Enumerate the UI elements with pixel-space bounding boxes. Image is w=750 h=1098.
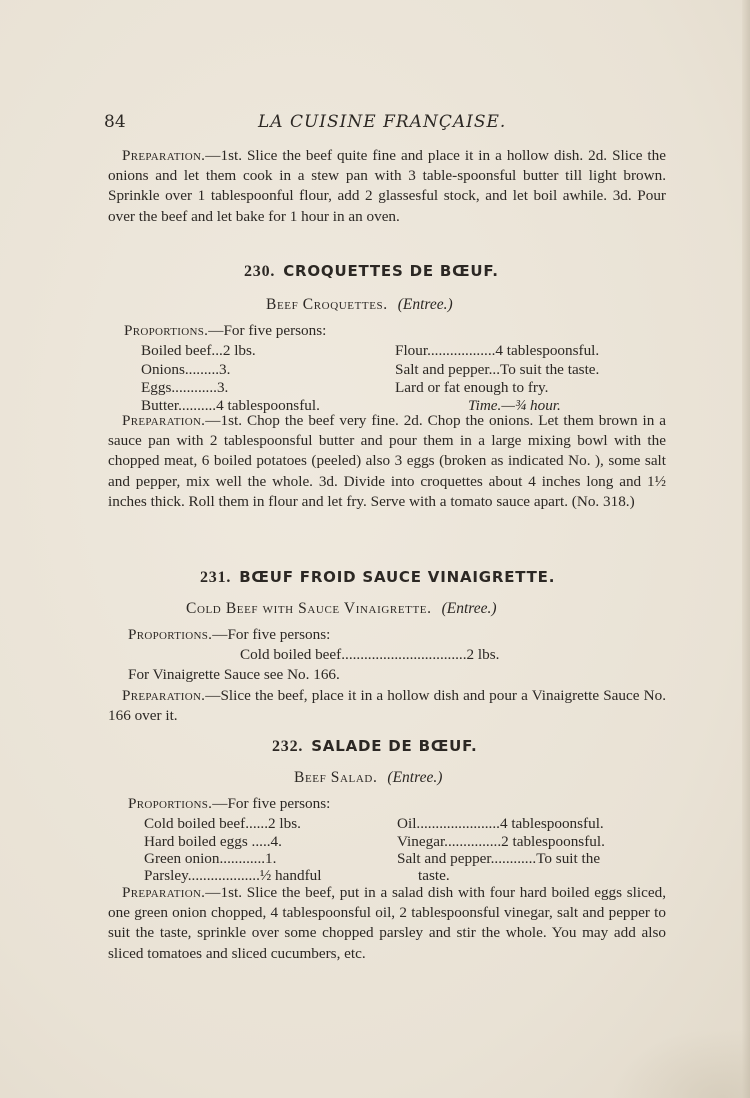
intro-preparation bbox=[108, 146, 666, 227]
recipe-title-text: SALADE DE BŒUF. bbox=[311, 737, 478, 755]
recipe-number: 230. bbox=[244, 263, 276, 280]
ingredient-line: Cold boiled beef......2 lbs. bbox=[144, 815, 301, 832]
ingredient-line: Oil......................4 tablespoonsful. bbox=[397, 815, 604, 832]
ingredient-line: Parsley...................½ handful bbox=[144, 867, 322, 884]
ingredient-line: Flour..................4 tablespoonsful. bbox=[395, 342, 600, 359]
preparation-label: Preparation. bbox=[122, 147, 206, 164]
ingredient-line: Salt and pepper............To suit the bbox=[397, 850, 601, 867]
recipe-230-subtitle bbox=[266, 296, 453, 314]
subtitle-text: Beef Salad. bbox=[294, 769, 378, 786]
recipe-231-title bbox=[200, 568, 555, 587]
recipe-232-title bbox=[272, 737, 477, 756]
recipe-230-title bbox=[244, 262, 499, 281]
paper-stain bbox=[610, 1028, 750, 1098]
ingredient-line: Onions.........3. bbox=[141, 361, 231, 378]
running-title: LA CUISINE FRANÇAISE. bbox=[258, 112, 507, 132]
proportions-text: —For five persons: bbox=[212, 626, 331, 643]
ingredient-line: taste. bbox=[418, 867, 450, 884]
course-label: (Entree.) bbox=[397, 296, 453, 313]
ingredient-line: Lard or fat enough to fry. bbox=[395, 379, 549, 396]
ingredient-line: Salt and pepper...To suit the taste. bbox=[395, 361, 600, 378]
page-number: 84 bbox=[104, 112, 126, 132]
preparation-text: —1st. Slice the beef quite fine and place it in a hollow dish. 2d. Slice the onions and let them cook in a stew pan with 3 table-spoonsful butter till light brown. Sprinkle over 1 tablespoonful flour, add 2 glassesful stock, and let boil awhile. 3d. Pour over the beef and let bake for 1 hour in an oven. bbox=[108, 147, 666, 225]
preparation-label: Preparation. bbox=[122, 687, 206, 704]
preparation-label: Preparation. bbox=[122, 884, 206, 901]
recipe-232-proportions bbox=[128, 795, 330, 813]
sauce-reference: For Vinaigrette Sauce see No. 166. bbox=[128, 666, 340, 683]
recipe-232-preparation bbox=[108, 883, 666, 964]
recipe-230-preparation bbox=[108, 411, 666, 512]
preparation-label: Preparation. bbox=[122, 412, 206, 429]
page-edge bbox=[742, 0, 750, 1098]
recipe-231-preparation bbox=[108, 686, 666, 726]
recipe-number: 232. bbox=[272, 738, 304, 755]
subtitle-text: Cold Beef with Sauce Vinaigrette. bbox=[186, 600, 432, 617]
ingredient-line: Butter..........4 tablespoonsful. bbox=[141, 397, 320, 414]
subtitle-text: Beef Croquettes. bbox=[266, 296, 388, 313]
recipe-title-text: BŒUF FROID SAUCE VINAIGRETTE. bbox=[239, 568, 556, 586]
recipe-230-proportions bbox=[124, 322, 326, 340]
ingredient-line: Green onion............1. bbox=[144, 850, 277, 867]
course-label: (Entree.) bbox=[441, 600, 497, 617]
ingredient-line: Eggs............3. bbox=[141, 379, 229, 396]
recipe-231-subtitle bbox=[186, 600, 497, 618]
recipe-title-text: CROQUETTES DE BŒUF. bbox=[283, 262, 499, 280]
proportions-text: —For five persons: bbox=[212, 795, 331, 812]
proportions-label: Proportions. bbox=[124, 322, 209, 339]
ingredient-line: Boiled beef...2 lbs. bbox=[141, 342, 256, 359]
ingredient-line: Cold boiled beef.................................2 lbs. bbox=[240, 646, 500, 663]
proportions-text: —For five persons: bbox=[208, 322, 327, 339]
preparation-text: —1st. Slice the beef, put in a salad dish with four hard boiled eggs sliced, one green onion chopped, 4 tablespoonsful oil, 2 tablespoonsful vinegar, salt and pepper to suit the taste, sprinkle over some chopped parsley and stir the whole. You may add also sliced tomatoes and sliced cucumbers, etc. bbox=[108, 884, 666, 962]
recipe-232-subtitle bbox=[294, 769, 442, 787]
proportions-label: Proportions. bbox=[128, 795, 213, 812]
cooking-time: Time.—¾ hour. bbox=[468, 397, 561, 414]
preparation-text: —Slice the beef, place it in a hollow dish and pour a Vinaigrette Sauce No. 166 over it. bbox=[108, 687, 666, 725]
ingredient-line: Hard boiled eggs .....4. bbox=[144, 833, 282, 850]
course-label: (Entree.) bbox=[387, 769, 443, 786]
ingredient-line: Vinegar...............2 tablespoonsful. bbox=[397, 833, 605, 850]
recipe-number: 231. bbox=[200, 569, 232, 586]
preparation-text: —1st. Chop the beef very fine. 2d. Chop the onions. Let them brown in a sauce pan with 2 tablespoonsful butter and pour them in a large mixing bowl with the chopped meat, 6 boiled potatoes (peeled) also 3 eggs (broken as indicated No. ), some salt and pepper, mix well the whole. 3d. Divide into croquettes about 4 inches long and 1½ inches thick. Roll them in flour and let fry. Serve with a tomato sauce apart. (No. 318.) bbox=[108, 412, 666, 510]
proportions-label: Proportions. bbox=[128, 626, 213, 643]
recipe-231-proportions bbox=[128, 626, 330, 644]
